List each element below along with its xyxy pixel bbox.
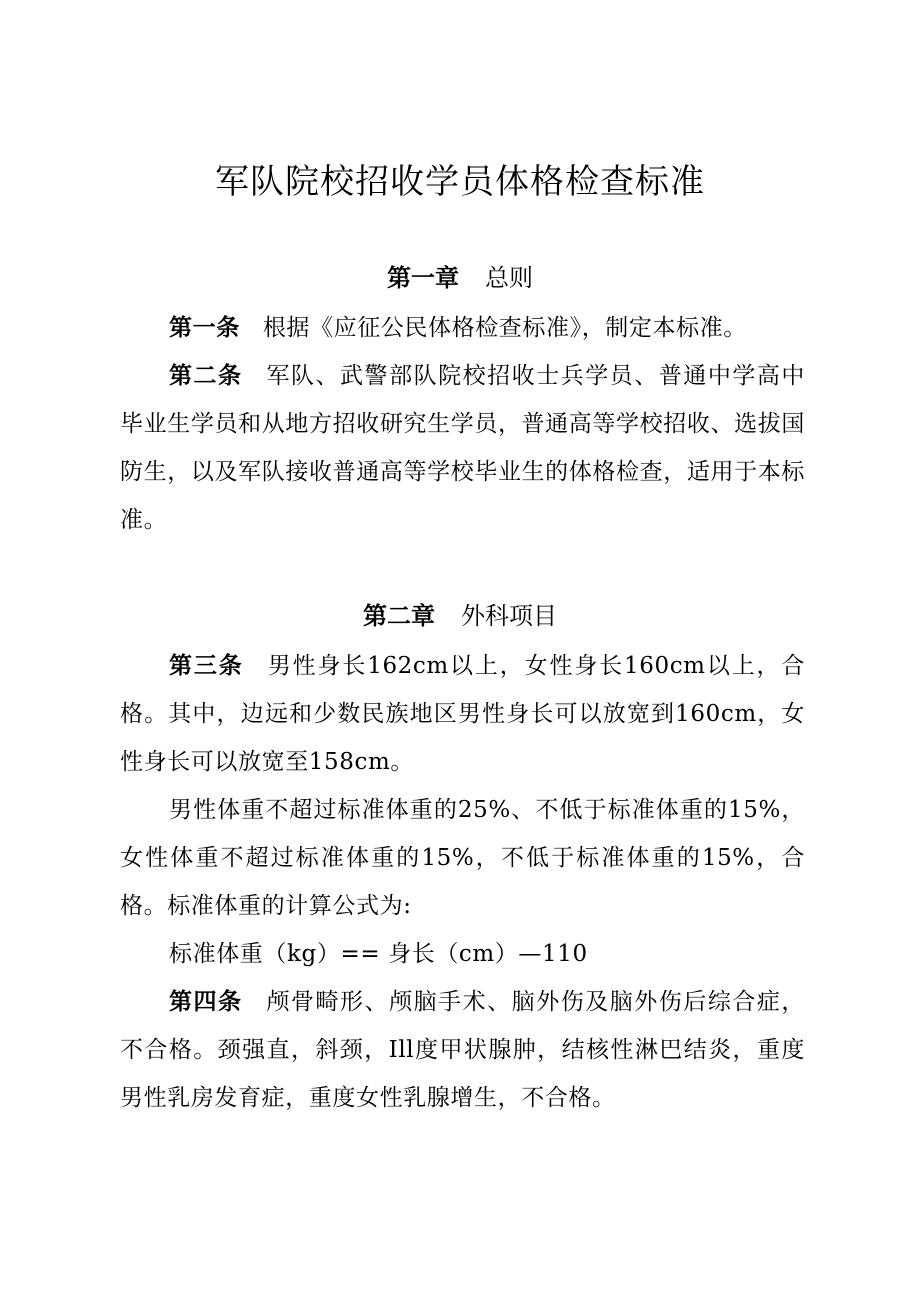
chapter-heading-2 (0, 598, 920, 634)
article-text: 根据《应征公民体格检查标准》，制定本标准。 (262, 315, 747, 341)
article-label: 第一条 (169, 315, 240, 341)
chapter-heading-1 (0, 260, 920, 296)
article-1 (120, 304, 805, 352)
article-label: 第四条 (169, 989, 243, 1015)
article-4 (120, 978, 805, 1122)
article-3 (120, 642, 805, 786)
article-label: 第三条 (169, 653, 244, 679)
chapter-name: 外科项目 (461, 602, 557, 630)
weight-formula: 标准体重（kg）== 身长（cm）—110 (169, 941, 588, 967)
article-text: 男性身长162cm以上，女性身长160cm以上，合格。其中，边远和少数民族地区男性身长可以放宽到160cm，女性身长可以放宽至158cm。 (120, 653, 805, 775)
article-2 (120, 352, 805, 544)
article-label: 第二条 (169, 363, 243, 389)
article-text: 军队、武警部队院校招收士兵学员、普通中学高中毕业生学员和从地方招收研究生学员，普通高等学校招收、选拔国防生，以及军队接收普通高等学校毕业生的体格检查，适用于本标准。 (120, 363, 805, 533)
document-title: 军队院校招收学员体格检查标准 (215, 162, 705, 202)
weight-standard-paragraph: 男性体重不超过标准体重的25%、不低于标准体重的15%，女性体重不超过标准体重的15%，不低于标准体重的15%，合格。标准体重的计算公式为: (120, 797, 805, 919)
chapter-name: 总则 (485, 264, 533, 292)
article-text: 颅骨畸形、颅脑手术、脑外伤及脑外伤后综合症，不合格。颈强直，斜颈，Ill度甲状腺肿，结核性淋巴结炎，重度男性乳房发育症，重度女性乳腺增生，不合格。 (120, 989, 805, 1111)
chapter-number: 第一章 (387, 264, 459, 292)
chapter-number: 第二章 (363, 602, 435, 630)
